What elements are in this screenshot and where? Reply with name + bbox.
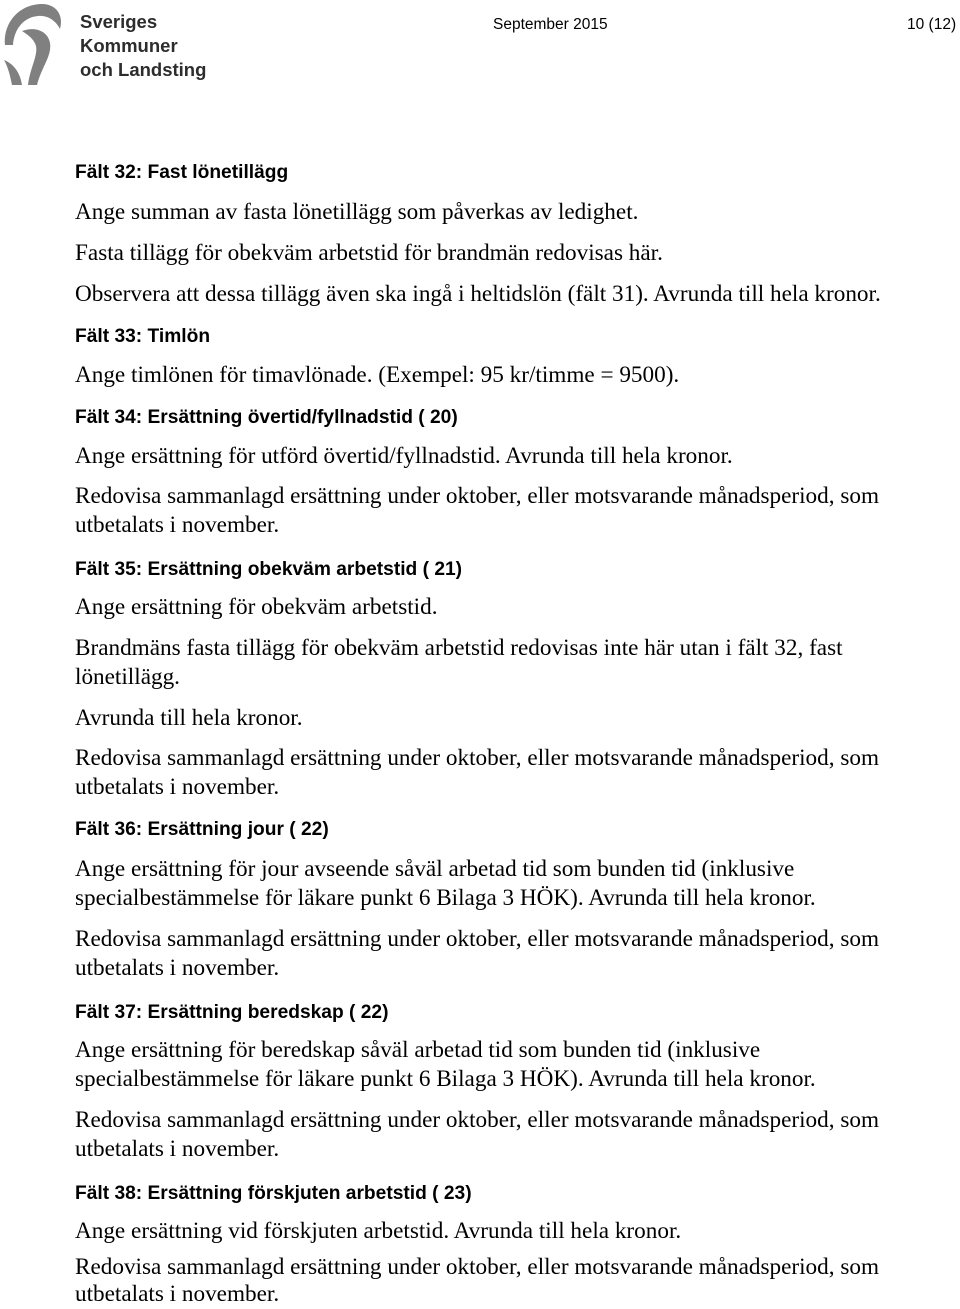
section-heading: Fält 32: Fast lönetillägg xyxy=(75,162,289,183)
section-heading: Fält 34: Ersättning övertid/fyllnadstid ( 20) xyxy=(75,407,458,428)
paragraph: Avrunda till hela kronor. xyxy=(75,704,303,731)
logo-text-line: Kommuner xyxy=(80,35,178,56)
logo-text xyxy=(80,10,206,82)
skl-logo-icon xyxy=(2,2,64,86)
paragraph: Ange ersättning för jour avseende såväl arbetad tid som bunden tid (inklusive specialbestämmelse för läkare punkt 6 Bilaga 3 HÖK). Avrunda till hela kronor. xyxy=(75,855,816,911)
section-heading: Fält 33: Timlön xyxy=(75,326,211,347)
page-number: 10 (12) xyxy=(907,16,957,33)
section-heading: Fält 38: Ersättning förskjuten arbetstid ( 23) xyxy=(75,1183,472,1204)
paragraph: Fasta tillägg för obekväm arbetstid för brandmän redovisas här. xyxy=(75,239,663,266)
section-heading: Fält 35: Ersättning obekväm arbetstid ( 21) xyxy=(75,559,463,580)
section-heading: Fält 37: Ersättning beredskap ( 22) xyxy=(75,1002,389,1023)
paragraph: Ange ersättning för obekväm arbetstid. xyxy=(75,593,438,620)
paragraph: Redovisa sammanlagd ersättning under oktober, eller motsvarande månadsperiod, som utbetalats i november. xyxy=(75,1254,879,1307)
paragraph: Ange timlönen för timavlönade. (Exempel: 95 kr/timme = 9500). xyxy=(75,361,680,388)
paragraph: Ange ersättning för utförd övertid/fyllnadstid. Avrunda till hela kronor. xyxy=(75,442,733,469)
paragraph: Observera att dessa tillägg även ska ingå i heltidslön (fält 31). Avrunda till hela kronor. xyxy=(75,280,881,307)
paragraph: Redovisa sammanlagd ersättning under oktober, eller motsvarande månadsperiod, som utbetalats i november. xyxy=(75,482,879,538)
section-heading: Fält 36: Ersättning jour ( 22) xyxy=(75,819,329,840)
document-date: September 2015 xyxy=(493,16,608,33)
paragraph: Redovisa sammanlagd ersättning under oktober, eller motsvarande månadsperiod, som utbetalats i november. xyxy=(75,1106,879,1162)
logo-text-line: och Landsting xyxy=(80,59,207,80)
paragraph: Brandmäns fasta tillägg för obekväm arbetstid redovisas inte här utan i fält 32, fast lönetillägg. xyxy=(75,634,843,690)
logo-text-line: Sveriges xyxy=(80,11,158,32)
paragraph: Redovisa sammanlagd ersättning under oktober, eller motsvarande månadsperiod, som utbetalats i november. xyxy=(75,925,879,981)
paragraph: Ange ersättning för beredskap såväl arbetad tid som bunden tid (inklusive specialbestämmelse för läkare punkt 6 Bilaga 3 HÖK). Avrunda till hela kronor. xyxy=(75,1036,816,1092)
paragraph: Redovisa sammanlagd ersättning under oktober, eller motsvarande månadsperiod, som utbetalats i november. xyxy=(75,744,879,800)
paragraph: Ange ersättning vid förskjuten arbetstid. Avrunda till hela kronor. xyxy=(75,1217,682,1244)
paragraph: Ange summan av fasta lönetillägg som påverkas av ledighet. xyxy=(75,198,639,225)
